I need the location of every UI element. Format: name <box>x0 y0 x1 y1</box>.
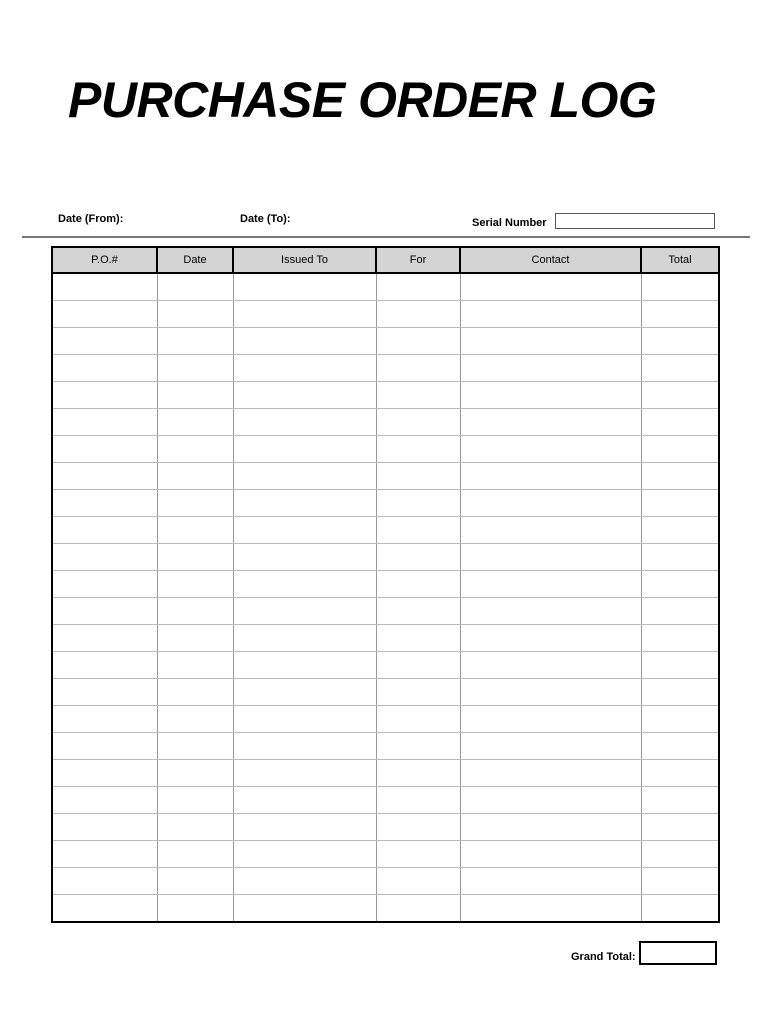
column-header-contact: Contact <box>460 247 641 273</box>
cell-issued-to[interactable] <box>233 328 376 355</box>
cell-contact[interactable] <box>460 787 641 814</box>
cell-date[interactable] <box>157 273 233 301</box>
table-row <box>52 679 719 706</box>
cell-for[interactable] <box>376 814 460 841</box>
table-row <box>52 706 719 733</box>
serial-number-label: Serial Number <box>472 217 547 229</box>
table-row <box>52 625 719 652</box>
table-header-row <box>52 247 719 273</box>
cell-issued-to[interactable] <box>233 490 376 517</box>
cell-date[interactable] <box>157 706 233 733</box>
cell-for[interactable] <box>376 598 460 625</box>
cell-date[interactable] <box>157 301 233 328</box>
cell-contact[interactable] <box>460 273 641 301</box>
cell-for[interactable] <box>376 490 460 517</box>
cell-issued-to[interactable] <box>233 355 376 382</box>
cell-issued-to[interactable] <box>233 273 376 301</box>
cell-total[interactable] <box>641 787 719 814</box>
cell-date[interactable] <box>157 490 233 517</box>
cell-total[interactable] <box>641 571 719 598</box>
cell-contact[interactable] <box>460 355 641 382</box>
cell-total[interactable] <box>641 868 719 895</box>
cell-date[interactable] <box>157 382 233 409</box>
cell-contact[interactable] <box>460 868 641 895</box>
cell-total[interactable] <box>641 517 719 544</box>
table-body <box>52 273 719 922</box>
cell-po-number[interactable] <box>52 787 157 814</box>
cell-total[interactable] <box>641 625 719 652</box>
cell-po-number[interactable] <box>52 760 157 787</box>
cell-total[interactable] <box>641 490 719 517</box>
cell-po-number[interactable] <box>52 273 157 301</box>
cell-date[interactable] <box>157 571 233 598</box>
page-title: PURCHASE ORDER LOG <box>68 72 657 128</box>
cell-issued-to[interactable] <box>233 868 376 895</box>
cell-po-number[interactable] <box>52 652 157 679</box>
cell-contact[interactable] <box>460 625 641 652</box>
cell-total[interactable] <box>641 409 719 436</box>
cell-total[interactable] <box>641 841 719 868</box>
cell-issued-to[interactable] <box>233 706 376 733</box>
cell-date[interactable] <box>157 895 233 923</box>
cell-po-number[interactable] <box>52 355 157 382</box>
cell-total[interactable] <box>641 328 719 355</box>
cell-contact[interactable] <box>460 490 641 517</box>
cell-for[interactable] <box>376 382 460 409</box>
cell-contact[interactable] <box>460 463 641 490</box>
cell-for[interactable] <box>376 841 460 868</box>
cell-total[interactable] <box>641 273 719 301</box>
table-row <box>52 544 719 571</box>
table-row <box>52 328 719 355</box>
cell-date[interactable] <box>157 841 233 868</box>
table-row <box>52 814 719 841</box>
cell-po-number[interactable] <box>52 868 157 895</box>
cell-contact[interactable] <box>460 571 641 598</box>
cell-contact[interactable] <box>460 733 641 760</box>
cell-for[interactable] <box>376 273 460 301</box>
cell-contact[interactable] <box>460 652 641 679</box>
cell-issued-to[interactable] <box>233 679 376 706</box>
cell-date[interactable] <box>157 814 233 841</box>
cell-contact[interactable] <box>460 760 641 787</box>
cell-po-number[interactable] <box>52 841 157 868</box>
cell-date[interactable] <box>157 463 233 490</box>
cell-date[interactable] <box>157 760 233 787</box>
cell-po-number[interactable] <box>52 544 157 571</box>
cell-contact[interactable] <box>460 679 641 706</box>
cell-for[interactable] <box>376 409 460 436</box>
cell-issued-to[interactable] <box>233 382 376 409</box>
cell-contact[interactable] <box>460 328 641 355</box>
cell-total[interactable] <box>641 382 719 409</box>
table-row <box>52 355 719 382</box>
cell-issued-to[interactable] <box>233 436 376 463</box>
table-row <box>52 463 719 490</box>
date-from-label: Date (From): <box>58 213 124 225</box>
cell-po-number[interactable] <box>52 679 157 706</box>
grand-total-label: Grand Total: <box>571 951 636 963</box>
cell-issued-to[interactable] <box>233 814 376 841</box>
table-row <box>52 436 719 463</box>
table-row <box>52 301 719 328</box>
cell-issued-to[interactable] <box>233 787 376 814</box>
cell-total[interactable] <box>641 652 719 679</box>
cell-total[interactable] <box>641 355 719 382</box>
cell-total[interactable] <box>641 463 719 490</box>
column-header-issued-to: Issued To <box>233 247 376 273</box>
table-row <box>52 733 719 760</box>
cell-contact[interactable] <box>460 598 641 625</box>
cell-for[interactable] <box>376 733 460 760</box>
table-row <box>52 760 719 787</box>
cell-issued-to[interactable] <box>233 409 376 436</box>
cell-contact[interactable] <box>460 841 641 868</box>
table-row <box>52 841 719 868</box>
cell-issued-to[interactable] <box>233 841 376 868</box>
cell-total[interactable] <box>641 706 719 733</box>
table-row <box>52 571 719 598</box>
cell-date[interactable] <box>157 544 233 571</box>
cell-for[interactable] <box>376 679 460 706</box>
cell-for[interactable] <box>376 544 460 571</box>
table-row <box>52 382 719 409</box>
cell-contact[interactable] <box>460 436 641 463</box>
cell-po-number[interactable] <box>52 409 157 436</box>
column-header-total: Total <box>641 247 719 273</box>
cell-contact[interactable] <box>460 544 641 571</box>
cell-for[interactable] <box>376 625 460 652</box>
cell-for[interactable] <box>376 463 460 490</box>
cell-po-number[interactable] <box>52 517 157 544</box>
cell-issued-to[interactable] <box>233 598 376 625</box>
cell-issued-to[interactable] <box>233 517 376 544</box>
cell-po-number[interactable] <box>52 571 157 598</box>
cell-for[interactable] <box>376 760 460 787</box>
cell-issued-to[interactable] <box>233 463 376 490</box>
cell-issued-to[interactable] <box>233 895 376 923</box>
date-to-label: Date (To): <box>240 213 291 225</box>
cell-for[interactable] <box>376 706 460 733</box>
cell-date[interactable] <box>157 355 233 382</box>
serial-number-field[interactable] <box>555 213 715 229</box>
cell-po-number[interactable] <box>52 463 157 490</box>
table-row <box>52 409 719 436</box>
column-header-date: Date <box>157 247 233 273</box>
cell-date[interactable] <box>157 328 233 355</box>
cell-total[interactable] <box>641 301 719 328</box>
column-header-for: For <box>376 247 460 273</box>
cell-contact[interactable] <box>460 382 641 409</box>
cell-po-number[interactable] <box>52 490 157 517</box>
cell-for[interactable] <box>376 355 460 382</box>
cell-for[interactable] <box>376 868 460 895</box>
cell-for[interactable] <box>376 328 460 355</box>
cell-total[interactable] <box>641 733 719 760</box>
cell-issued-to[interactable] <box>233 733 376 760</box>
grand-total-field[interactable] <box>639 941 717 965</box>
cell-contact[interactable] <box>460 301 641 328</box>
table-row <box>52 598 719 625</box>
cell-po-number[interactable] <box>52 301 157 328</box>
cell-total[interactable] <box>641 544 719 571</box>
cell-date[interactable] <box>157 679 233 706</box>
purchase-order-table <box>51 246 720 923</box>
table-row <box>52 273 719 301</box>
cell-date[interactable] <box>157 787 233 814</box>
cell-date[interactable] <box>157 517 233 544</box>
cell-date[interactable] <box>157 625 233 652</box>
cell-date[interactable] <box>157 652 233 679</box>
cell-for[interactable] <box>376 301 460 328</box>
cell-for[interactable] <box>376 571 460 598</box>
cell-contact[interactable] <box>460 895 641 923</box>
cell-for[interactable] <box>376 652 460 679</box>
cell-total[interactable] <box>641 436 719 463</box>
cell-issued-to[interactable] <box>233 652 376 679</box>
cell-po-number[interactable] <box>52 625 157 652</box>
table-row <box>52 652 719 679</box>
table-row <box>52 490 719 517</box>
cell-total[interactable] <box>641 895 719 923</box>
header-divider <box>22 236 750 238</box>
cell-po-number[interactable] <box>52 814 157 841</box>
cell-issued-to[interactable] <box>233 760 376 787</box>
cell-issued-to[interactable] <box>233 571 376 598</box>
cell-date[interactable] <box>157 436 233 463</box>
cell-total[interactable] <box>641 598 719 625</box>
cell-contact[interactable] <box>460 517 641 544</box>
cell-date[interactable] <box>157 598 233 625</box>
cell-total[interactable] <box>641 760 719 787</box>
cell-for[interactable] <box>376 517 460 544</box>
cell-date[interactable] <box>157 409 233 436</box>
cell-po-number[interactable] <box>52 598 157 625</box>
cell-po-number[interactable] <box>52 706 157 733</box>
cell-date[interactable] <box>157 868 233 895</box>
column-header-po-number: P.O.# <box>52 247 157 273</box>
cell-issued-to[interactable] <box>233 544 376 571</box>
table-row <box>52 787 719 814</box>
cell-total[interactable] <box>641 814 719 841</box>
table-row <box>52 868 719 895</box>
table-row <box>52 895 719 923</box>
cell-contact[interactable] <box>460 814 641 841</box>
cell-po-number[interactable] <box>52 733 157 760</box>
cell-po-number[interactable] <box>52 436 157 463</box>
cell-date[interactable] <box>157 733 233 760</box>
cell-for[interactable] <box>376 895 460 923</box>
cell-po-number[interactable] <box>52 382 157 409</box>
table-row <box>52 517 719 544</box>
cell-issued-to[interactable] <box>233 301 376 328</box>
cell-issued-to[interactable] <box>233 625 376 652</box>
cell-for[interactable] <box>376 787 460 814</box>
cell-po-number[interactable] <box>52 895 157 923</box>
cell-for[interactable] <box>376 436 460 463</box>
cell-po-number[interactable] <box>52 328 157 355</box>
cell-total[interactable] <box>641 679 719 706</box>
cell-contact[interactable] <box>460 706 641 733</box>
cell-contact[interactable] <box>460 409 641 436</box>
